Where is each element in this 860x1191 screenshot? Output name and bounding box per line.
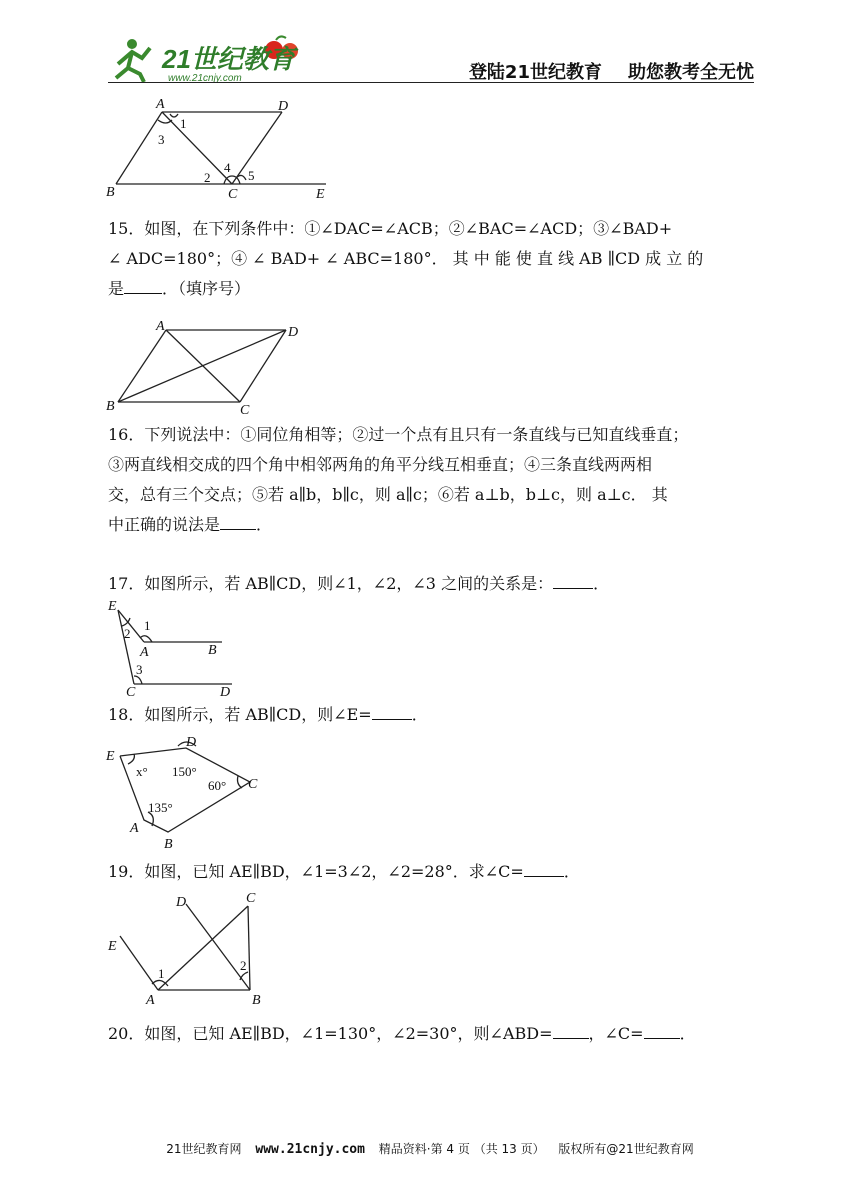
angle-3: 3 — [136, 662, 143, 677]
figure-18 — [100, 732, 270, 850]
angle-1: 1 — [144, 618, 151, 633]
question-18-text: 18．如图所示，若 AB∥CD，则∠E= — [108, 705, 372, 724]
angle-2: 2 — [204, 170, 211, 185]
question-15-line-3-pre: 是 — [108, 279, 125, 298]
question-16-line-4-pre: 中正确的说法是 — [108, 515, 221, 534]
label-d: D — [220, 685, 231, 700]
question-16-line-2: ③两直线相交成的四个角中相邻两角的角平分线互相垂直；④三条直线两两相 — [108, 455, 653, 474]
label-a: A — [140, 645, 149, 660]
angle-1: 1 — [158, 966, 165, 981]
answer-blank-19[interactable] — [524, 859, 564, 877]
question-20 — [108, 1019, 754, 1049]
label-c: C — [248, 777, 258, 792]
label-d: D — [288, 325, 299, 340]
logo — [110, 34, 310, 84]
slogan-left: 登陆21世纪教育 — [468, 62, 602, 83]
figure-17 — [100, 596, 250, 700]
question-17-post: ． — [593, 574, 610, 593]
label-a: A — [146, 993, 155, 1008]
runner-icon — [116, 39, 150, 82]
answer-blank-15[interactable] — [124, 276, 162, 294]
label-b: B — [208, 643, 217, 658]
angle-a: 135° — [148, 800, 173, 815]
angle-c: 60° — [208, 778, 227, 793]
angle-d: 150° — [172, 764, 197, 779]
question-20-mid: ，∠C= — [588, 1024, 644, 1043]
footer-page-info: 精品资料·第 4 页 （共 13 页） — [378, 1142, 545, 1156]
angle-4: 4 — [224, 160, 231, 175]
label-a: A — [156, 97, 165, 112]
question-18 — [108, 700, 754, 730]
logo-url: www.21cnjy.com — [168, 73, 242, 84]
question-16-line-4-post: ． — [256, 515, 273, 534]
label-e: E — [316, 187, 325, 202]
question-20-post: ． — [679, 1024, 696, 1043]
answer-blank-20-abd[interactable] — [553, 1021, 589, 1039]
question-19 — [108, 857, 754, 887]
label-d: D — [278, 99, 289, 114]
angle-x: x° — [136, 764, 148, 779]
slogan-right: 助您教考全无忧 — [628, 62, 754, 83]
footer-site: 21世纪教育网 — [166, 1142, 242, 1156]
angle-5: 5 — [248, 168, 255, 183]
answer-blank-18[interactable] — [372, 702, 412, 720]
angle-1: 1 — [180, 116, 187, 131]
label-d: D — [186, 735, 197, 750]
label-c: C — [240, 403, 250, 418]
answer-blank-17[interactable] — [553, 571, 593, 589]
header-divider — [108, 82, 754, 83]
label-c: C — [126, 685, 136, 700]
header-slogan — [469, 58, 754, 84]
label-a: A — [156, 319, 165, 334]
question-18-post: ． — [411, 705, 428, 724]
answer-blank-16[interactable] — [220, 512, 256, 530]
label-d: D — [176, 895, 187, 910]
figure-19 — [100, 886, 276, 1010]
question-15-line-2: ∠ ADC=180°；④ ∠ BAD+ ∠ ABC=180°． 其 中 能 使 直 线 AB ∥CD 成 立 的 — [108, 249, 704, 268]
question-15-line-3-post: ．（填序号） — [162, 279, 251, 298]
label-b: B — [252, 993, 261, 1008]
label-b: B — [106, 399, 115, 414]
footer-copyright: 版权所有@21世纪教育网 — [558, 1142, 694, 1156]
label-e: E — [108, 599, 117, 614]
footer — [0, 1140, 860, 1157]
question-17 — [108, 569, 754, 599]
figure-15 — [100, 316, 320, 418]
question-16 — [108, 420, 754, 540]
question-20-text: 20．如图，已知 AE∥BD，∠1=130°，∠2=30°，则∠ABD= — [108, 1024, 553, 1043]
answer-blank-20-c[interactable] — [644, 1021, 680, 1039]
label-e: E — [106, 749, 115, 764]
question-19-text: 19．如图，已知 AE∥BD，∠1=3∠2，∠2=28°．求∠C= — [108, 862, 524, 881]
label-c: C — [246, 891, 256, 906]
question-15-line-1: 15．如图，在下列条件中：①∠DAC=∠ACB；②∠BAC=∠ACD；③∠BAD+ — [108, 219, 673, 238]
angle-2: 2 — [240, 958, 247, 973]
angle-3: 3 — [158, 132, 165, 147]
question-19-post: ． — [563, 862, 580, 881]
figure-14 — [100, 92, 340, 204]
angle-2: 2 — [124, 626, 131, 641]
label-c: C — [228, 187, 238, 202]
label-e: E — [108, 939, 117, 954]
question-15 — [108, 214, 754, 304]
label-b: B — [106, 185, 115, 200]
label-b: B — [164, 837, 173, 852]
footer-url[interactable]: www.21cnjy.com — [255, 1142, 365, 1157]
question-16-line-3: 交，总有三个交点；⑤若 a∥b，b∥c，则 a∥c；⑥若 a⊥b，b⊥c，则 a⊥c． 其 — [108, 485, 668, 504]
question-17-text: 17．如图所示，若 AB∥CD，则∠1，∠2，∠3 之间的关系是： — [108, 574, 554, 593]
question-16-line-1: 16．下列说法中：①同位角相等；②过一个点有且只有一条直线与已知直线垂直； — [108, 425, 689, 444]
label-a: A — [130, 821, 139, 836]
logo-text: 21世纪教育 — [162, 44, 295, 74]
